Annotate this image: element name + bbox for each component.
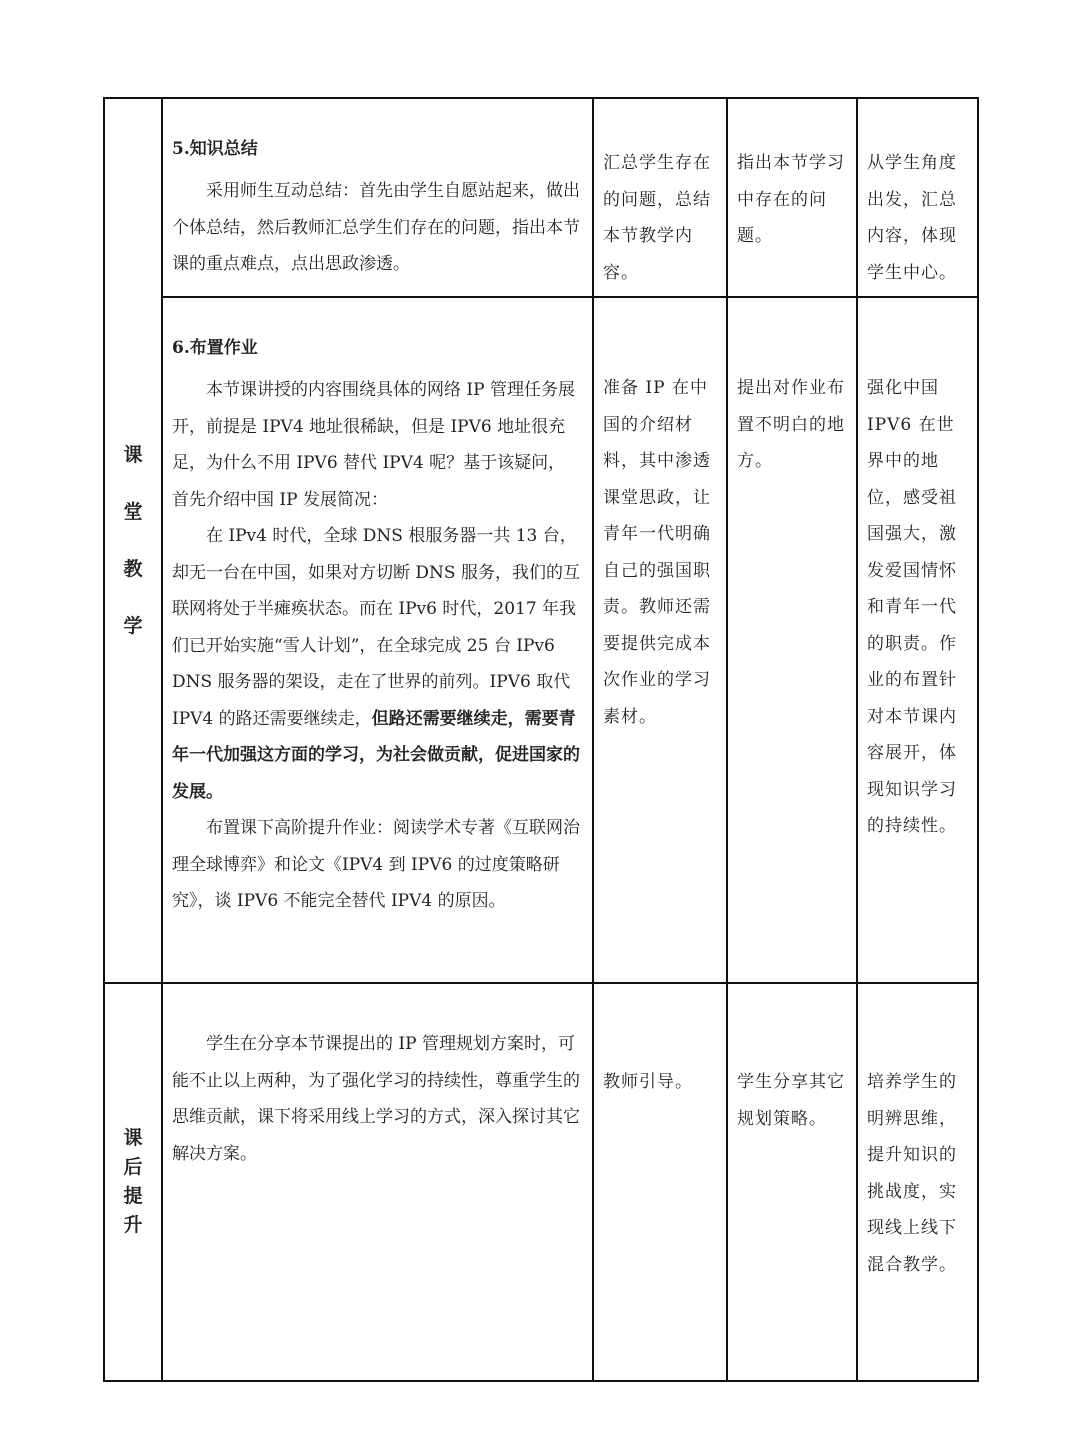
stage-label-classroom: 课 堂 教 学 [104, 98, 162, 983]
paragraph: 布置课下高阶提升作业：阅读学术专著《互联网治理全球博弈》和论文《IPV4 到 IPV6 的过度策略研究》，谈 IPV6 不能完全替代 IPV4 的原因。 [172, 818, 580, 911]
section-heading: 6.布置作业 [172, 338, 258, 358]
teacher-activity-cell: 准备 IP 在中国的介绍材料，其中渗透课堂思政，让青年一代明确自己的强国职责。教师还需要提供完成本次作业的学习素材。 [593, 297, 727, 983]
table-row [104, 983, 978, 1381]
student-activity-cell: 指出本节学习中存在的问题。 [727, 98, 857, 297]
paragraph: 学生在分享本节课提出的 IP 管理规划方案时，可能不止以上两种，为了强化学习的持续性，尊重学生的思维贡献，课下将采用线上学习的方式，深入探讨其它解决方案。 [172, 1034, 580, 1164]
design-intent-cell: 强化中国 IPV6 在世界中的地位，感受祖国强大，激发爱国情怀和青年一代的职责。作业的布置针对本节课内容展开，体现知识学习的持续性。 [857, 297, 978, 983]
content-cell [162, 98, 593, 297]
teacher-activity-cell: 教师引导。 [593, 983, 727, 1381]
teacher-activity-cell: 汇总学生存在的问题，总结本节教学内容。 [593, 98, 727, 297]
paragraph-emphasis: 但路还需要继续走，需要青年一代加强这方面的学习，为社会做贡献，促进国家的发展。 [172, 708, 580, 802]
table-row [104, 98, 978, 297]
section-heading: 5.知识总结 [172, 139, 258, 159]
design-intent-cell: 从学生角度出发，汇总内容，体现学生中心。 [857, 98, 978, 297]
stage-label-after-class: 课 后 提 升 [104, 983, 162, 1381]
student-activity-cell: 提出对作业布置不明白的地方。 [727, 297, 857, 983]
table-row [104, 297, 978, 983]
design-intent-cell: 培养学生的明辨思维，提升知识的挑战度，实现线上线下混合教学。 [857, 983, 978, 1381]
content-cell [162, 983, 593, 1381]
paragraph-text: 在 IPv4 时代，全球 DNS 根服务器一共 13 台，却无一台在中国，如果对方切断 DNS 服务，我们的互联网将处于半瘫痪状态。而在 IPv6 时代，2017 年我们已开始实施“雪人计划”，在全球完成 25 台 IPv6 DNS 服务器的架设，走在了世界的前列。IPV6 取代 IPV4 的路还需要继续走， [172, 526, 580, 729]
paragraph: 采用师生互动总结：首先由学生自愿站起来，做出个体总结，然后教师汇总学生们存在的问题，指出本节课的重点难点，点出思政渗透。 [172, 181, 580, 274]
paragraph: 本节课讲授的内容围绕具体的网络 IP 管理任务展开，前提是 IPV4 地址很稀缺，但是 IPV6 地址很充足，为什么不用 IPV6 替代 IPV4 呢？基于该疑问，首先介绍中国 IP 发展简况： [172, 380, 575, 510]
lesson-plan-table [103, 97, 979, 1382]
paragraph [172, 518, 580, 810]
content-cell [162, 297, 593, 983]
student-activity-cell: 学生分享其它规划策略。 [727, 983, 857, 1381]
